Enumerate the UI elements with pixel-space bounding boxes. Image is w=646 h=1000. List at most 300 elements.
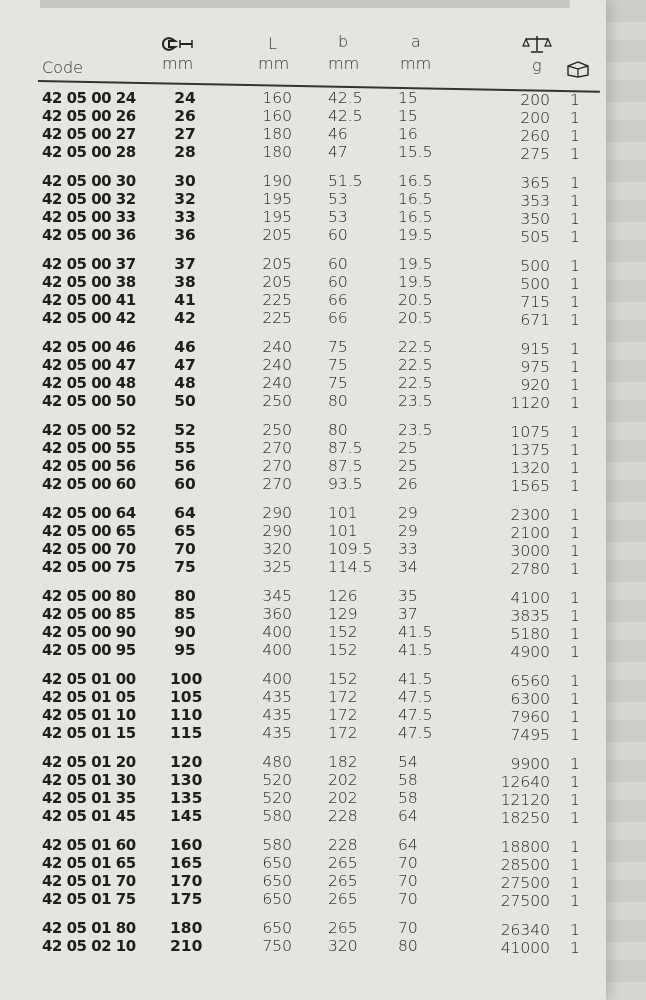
width-b: 53 bbox=[328, 190, 348, 208]
thickness-a: 19.5 bbox=[398, 273, 433, 291]
package-qty: 1 bbox=[570, 293, 580, 311]
header-size-unit: mm bbox=[162, 54, 194, 73]
weight-g: 505 bbox=[520, 228, 550, 246]
length-l: 400 bbox=[262, 641, 292, 659]
width-b: 75 bbox=[328, 374, 348, 392]
package-qty: 1 bbox=[570, 524, 580, 542]
width-b: 51.5 bbox=[328, 172, 363, 190]
table-row bbox=[0, 558, 606, 576]
width-b: 172 bbox=[328, 724, 358, 742]
weight-g: 27500 bbox=[500, 892, 550, 910]
package-qty: 1 bbox=[570, 228, 580, 246]
product-code: 42 05 01 20 bbox=[42, 753, 136, 771]
product-code: 42 05 00 26 bbox=[42, 107, 136, 125]
width-b: 265 bbox=[328, 919, 358, 937]
thickness-a: 41.5 bbox=[398, 670, 433, 688]
weight-g: 353 bbox=[520, 192, 550, 210]
length-l: 270 bbox=[262, 439, 292, 457]
product-code: 42 05 00 56 bbox=[42, 457, 136, 475]
wrench-size: 60 bbox=[174, 475, 196, 493]
length-l: 435 bbox=[262, 724, 292, 742]
product-code: 42 05 01 60 bbox=[42, 836, 136, 854]
package-qty: 1 bbox=[570, 358, 580, 376]
header-weight-unit: g bbox=[532, 56, 542, 75]
length-l: 400 bbox=[262, 670, 292, 688]
table-row bbox=[0, 356, 606, 374]
product-code: 42 05 00 30 bbox=[42, 172, 136, 190]
product-code: 42 05 01 65 bbox=[42, 854, 136, 872]
product-code: 42 05 01 80 bbox=[42, 919, 136, 937]
weight-g: 12120 bbox=[500, 791, 550, 809]
length-l: 400 bbox=[262, 623, 292, 641]
weight-g: 920 bbox=[520, 376, 550, 394]
product-code: 42 05 01 75 bbox=[42, 890, 136, 908]
wrench-size: 65 bbox=[174, 522, 196, 540]
length-l: 180 bbox=[262, 125, 292, 143]
package-qty: 1 bbox=[570, 625, 580, 643]
table-row bbox=[0, 641, 606, 659]
thickness-a: 47.5 bbox=[398, 706, 433, 724]
weight-g: 28500 bbox=[500, 856, 550, 874]
thickness-a: 15 bbox=[398, 107, 418, 125]
length-l: 250 bbox=[262, 421, 292, 439]
wrench-size-icon bbox=[160, 36, 194, 52]
product-code: 42 05 01 00 bbox=[42, 670, 136, 688]
package-qty: 1 bbox=[570, 607, 580, 625]
length-l: 205 bbox=[262, 226, 292, 244]
table-row bbox=[0, 522, 606, 540]
weight-g: 200 bbox=[520, 109, 550, 127]
header-b-unit: mm bbox=[328, 54, 360, 73]
width-b: 182 bbox=[328, 753, 358, 771]
wrench-size: 135 bbox=[170, 789, 203, 807]
table-row bbox=[0, 255, 606, 273]
thickness-a: 15 bbox=[398, 89, 418, 107]
header-l-unit: mm bbox=[258, 54, 290, 73]
thickness-a: 23.5 bbox=[398, 392, 433, 410]
weight-g: 3000 bbox=[510, 542, 550, 560]
thickness-a: 15.5 bbox=[398, 143, 433, 161]
length-l: 240 bbox=[262, 356, 292, 374]
package-qty: 1 bbox=[570, 542, 580, 560]
table-row bbox=[0, 789, 606, 807]
length-l: 205 bbox=[262, 273, 292, 291]
thickness-a: 70 bbox=[398, 872, 418, 890]
table-row bbox=[0, 338, 606, 356]
product-code: 42 05 00 41 bbox=[42, 291, 136, 309]
thickness-a: 58 bbox=[398, 771, 418, 789]
width-b: 265 bbox=[328, 890, 358, 908]
package-qty: 1 bbox=[570, 939, 580, 957]
weight-g: 500 bbox=[520, 275, 550, 293]
table-row bbox=[0, 504, 606, 522]
weight-g: 2300 bbox=[510, 506, 550, 524]
length-l: 650 bbox=[262, 854, 292, 872]
width-b: 66 bbox=[328, 291, 348, 309]
width-b: 42.5 bbox=[328, 89, 363, 107]
wrench-size: 64 bbox=[174, 504, 196, 522]
weight-g: 18800 bbox=[500, 838, 550, 856]
wrench-size: 50 bbox=[174, 392, 196, 410]
wrench-size: 145 bbox=[170, 807, 203, 825]
package-qty: 1 bbox=[570, 127, 580, 145]
table-row bbox=[0, 688, 606, 706]
wrench-size: 160 bbox=[170, 836, 203, 854]
table-row bbox=[0, 421, 606, 439]
width-b: 53 bbox=[328, 208, 348, 226]
wrench-size: 28 bbox=[174, 143, 196, 161]
header-a-unit: mm bbox=[400, 54, 432, 73]
product-code: 42 05 00 64 bbox=[42, 504, 136, 522]
length-l: 270 bbox=[262, 457, 292, 475]
table-row bbox=[0, 605, 606, 623]
package-qty: 1 bbox=[570, 145, 580, 163]
wrench-size: 33 bbox=[174, 208, 196, 226]
table-row bbox=[0, 919, 606, 937]
thickness-a: 70 bbox=[398, 854, 418, 872]
package-qty: 1 bbox=[570, 257, 580, 275]
product-code: 42 05 01 45 bbox=[42, 807, 136, 825]
product-code: 42 05 00 95 bbox=[42, 641, 136, 659]
wrench-size: 210 bbox=[170, 937, 203, 955]
product-code: 42 05 00 70 bbox=[42, 540, 136, 558]
product-code: 42 05 00 55 bbox=[42, 439, 136, 457]
package-qty: 1 bbox=[570, 91, 580, 109]
table-row bbox=[0, 836, 606, 854]
length-l: 580 bbox=[262, 807, 292, 825]
scale-icon bbox=[522, 34, 552, 54]
weight-g: 4900 bbox=[510, 643, 550, 661]
width-b: 152 bbox=[328, 623, 358, 641]
width-b: 320 bbox=[328, 937, 358, 955]
weight-g: 1565 bbox=[510, 477, 550, 495]
thickness-a: 26 bbox=[398, 475, 418, 493]
thickness-a: 64 bbox=[398, 836, 418, 854]
product-code: 42 05 00 24 bbox=[42, 89, 136, 107]
thickness-a: 70 bbox=[398, 919, 418, 937]
width-b: 172 bbox=[328, 706, 358, 724]
length-l: 650 bbox=[262, 890, 292, 908]
header-code: Code bbox=[42, 58, 83, 77]
table-row bbox=[0, 937, 606, 955]
length-l: 290 bbox=[262, 522, 292, 540]
weight-g: 18250 bbox=[500, 809, 550, 827]
table-row bbox=[0, 374, 606, 392]
product-code: 42 05 00 80 bbox=[42, 587, 136, 605]
header-b-label: b bbox=[338, 32, 349, 51]
wrench-size: 95 bbox=[174, 641, 196, 659]
length-l: 520 bbox=[262, 771, 292, 789]
width-b: 152 bbox=[328, 641, 358, 659]
thickness-a: 70 bbox=[398, 890, 418, 908]
wrench-size: 52 bbox=[174, 421, 196, 439]
package-qty: 1 bbox=[570, 856, 580, 874]
weight-g: 1320 bbox=[510, 459, 550, 477]
thickness-a: 80 bbox=[398, 937, 418, 955]
weight-g: 671 bbox=[520, 311, 550, 329]
wrench-size: 37 bbox=[174, 255, 196, 273]
table-header bbox=[0, 0, 606, 90]
wrench-size: 100 bbox=[170, 670, 203, 688]
table-row bbox=[0, 125, 606, 143]
package-qty: 1 bbox=[570, 809, 580, 827]
table-row bbox=[0, 107, 606, 125]
width-b: 152 bbox=[328, 670, 358, 688]
length-l: 195 bbox=[262, 208, 292, 226]
thickness-a: 16.5 bbox=[398, 172, 433, 190]
weight-g: 26340 bbox=[500, 921, 550, 939]
product-code: 42 05 01 30 bbox=[42, 771, 136, 789]
thickness-a: 64 bbox=[398, 807, 418, 825]
package-qty: 1 bbox=[570, 459, 580, 477]
weight-g: 2100 bbox=[510, 524, 550, 542]
package-qty: 1 bbox=[570, 311, 580, 329]
package-qty: 1 bbox=[570, 506, 580, 524]
wrench-size: 32 bbox=[174, 190, 196, 208]
package-qty: 1 bbox=[570, 726, 580, 744]
weight-g: 3835 bbox=[510, 607, 550, 625]
width-b: 87.5 bbox=[328, 439, 363, 457]
weight-g: 6560 bbox=[510, 672, 550, 690]
weight-g: 6300 bbox=[510, 690, 550, 708]
table-row bbox=[0, 706, 606, 724]
thickness-a: 35 bbox=[398, 587, 418, 605]
weight-g: 1075 bbox=[510, 423, 550, 441]
weight-g: 27500 bbox=[500, 874, 550, 892]
table-row bbox=[0, 771, 606, 789]
product-code: 42 05 00 38 bbox=[42, 273, 136, 291]
package-qty: 1 bbox=[570, 210, 580, 228]
table-row bbox=[0, 143, 606, 161]
wrench-size: 180 bbox=[170, 919, 203, 937]
weight-g: 260 bbox=[520, 127, 550, 145]
wrench-size: 41 bbox=[174, 291, 196, 309]
package-qty: 1 bbox=[570, 441, 580, 459]
package-qty: 1 bbox=[570, 192, 580, 210]
package-qty: 1 bbox=[570, 921, 580, 939]
thickness-a: 22.5 bbox=[398, 356, 433, 374]
wrench-size: 47 bbox=[174, 356, 196, 374]
table-row bbox=[0, 457, 606, 475]
wrench-size: 27 bbox=[174, 125, 196, 143]
thickness-a: 19.5 bbox=[398, 255, 433, 273]
length-l: 345 bbox=[262, 587, 292, 605]
weight-g: 7960 bbox=[510, 708, 550, 726]
table-row bbox=[0, 273, 606, 291]
thickness-a: 16 bbox=[398, 125, 418, 143]
width-b: 265 bbox=[328, 872, 358, 890]
wrench-size: 175 bbox=[170, 890, 203, 908]
length-l: 290 bbox=[262, 504, 292, 522]
product-code: 42 05 00 50 bbox=[42, 392, 136, 410]
product-code: 42 05 00 52 bbox=[42, 421, 136, 439]
wrench-size: 46 bbox=[174, 338, 196, 356]
wrench-size: 90 bbox=[174, 623, 196, 641]
package-qty: 1 bbox=[570, 892, 580, 910]
wrench-size: 38 bbox=[174, 273, 196, 291]
thickness-a: 37 bbox=[398, 605, 418, 623]
product-code: 42 05 00 48 bbox=[42, 374, 136, 392]
wrench-size: 26 bbox=[174, 107, 196, 125]
width-b: 126 bbox=[328, 587, 358, 605]
weight-g: 1120 bbox=[510, 394, 550, 412]
weight-g: 915 bbox=[520, 340, 550, 358]
length-l: 160 bbox=[262, 89, 292, 107]
wrench-size: 130 bbox=[170, 771, 203, 789]
package-qty: 1 bbox=[570, 755, 580, 773]
package-qty: 1 bbox=[570, 690, 580, 708]
weight-g: 1375 bbox=[510, 441, 550, 459]
product-code: 42 05 00 47 bbox=[42, 356, 136, 374]
length-l: 270 bbox=[262, 475, 292, 493]
wrench-size: 80 bbox=[174, 587, 196, 605]
length-l: 205 bbox=[262, 255, 292, 273]
thickness-a: 41.5 bbox=[398, 641, 433, 659]
wrench-size: 85 bbox=[174, 605, 196, 623]
weight-g: 9900 bbox=[510, 755, 550, 773]
length-l: 480 bbox=[262, 753, 292, 771]
table-row bbox=[0, 172, 606, 190]
width-b: 172 bbox=[328, 688, 358, 706]
header-a-label: a bbox=[411, 32, 421, 51]
table-row bbox=[0, 670, 606, 688]
thickness-a: 16.5 bbox=[398, 190, 433, 208]
wrench-size: 30 bbox=[174, 172, 196, 190]
width-b: 80 bbox=[328, 392, 348, 410]
table-row bbox=[0, 439, 606, 457]
table-row bbox=[0, 724, 606, 742]
width-b: 101 bbox=[328, 504, 358, 522]
length-l: 180 bbox=[262, 143, 292, 161]
package-qty: 1 bbox=[570, 275, 580, 293]
length-l: 650 bbox=[262, 872, 292, 890]
product-code: 42 05 00 42 bbox=[42, 309, 136, 327]
package-qty: 1 bbox=[570, 376, 580, 394]
table-row bbox=[0, 190, 606, 208]
length-l: 240 bbox=[262, 374, 292, 392]
wrench-size: 120 bbox=[170, 753, 203, 771]
thickness-a: 47.5 bbox=[398, 688, 433, 706]
product-code: 42 05 00 46 bbox=[42, 338, 136, 356]
thickness-a: 25 bbox=[398, 439, 418, 457]
package-qty: 1 bbox=[570, 672, 580, 690]
thickness-a: 34 bbox=[398, 558, 418, 576]
table-row bbox=[0, 226, 606, 244]
width-b: 60 bbox=[328, 226, 348, 244]
thickness-a: 41.5 bbox=[398, 623, 433, 641]
length-l: 160 bbox=[262, 107, 292, 125]
length-l: 435 bbox=[262, 688, 292, 706]
thickness-a: 33 bbox=[398, 540, 418, 558]
table-row bbox=[0, 587, 606, 605]
width-b: 60 bbox=[328, 273, 348, 291]
table-row bbox=[0, 309, 606, 327]
table-row bbox=[0, 890, 606, 908]
wrench-size: 56 bbox=[174, 457, 196, 475]
thickness-a: 22.5 bbox=[398, 374, 433, 392]
product-code: 42 05 00 37 bbox=[42, 255, 136, 273]
table-row bbox=[0, 854, 606, 872]
thickness-a: 29 bbox=[398, 522, 418, 540]
weight-g: 4100 bbox=[510, 589, 550, 607]
width-b: 42.5 bbox=[328, 107, 363, 125]
length-l: 225 bbox=[262, 291, 292, 309]
width-b: 129 bbox=[328, 605, 358, 623]
thickness-a: 19.5 bbox=[398, 226, 433, 244]
table-row bbox=[0, 623, 606, 641]
wrench-size: 36 bbox=[174, 226, 196, 244]
package-qty: 1 bbox=[570, 791, 580, 809]
width-b: 114.5 bbox=[328, 558, 373, 576]
thickness-a: 47.5 bbox=[398, 724, 433, 742]
length-l: 360 bbox=[262, 605, 292, 623]
weight-g: 2780 bbox=[510, 560, 550, 578]
wrench-size: 75 bbox=[174, 558, 196, 576]
length-l: 520 bbox=[262, 789, 292, 807]
table-row bbox=[0, 807, 606, 825]
header-l-label: L bbox=[268, 34, 277, 53]
length-l: 240 bbox=[262, 338, 292, 356]
table-row bbox=[0, 540, 606, 558]
product-code: 42 05 00 90 bbox=[42, 623, 136, 641]
width-b: 80 bbox=[328, 421, 348, 439]
width-b: 101 bbox=[328, 522, 358, 540]
thickness-a: 23.5 bbox=[398, 421, 433, 439]
weight-g: 365 bbox=[520, 174, 550, 192]
length-l: 580 bbox=[262, 836, 292, 854]
width-b: 265 bbox=[328, 854, 358, 872]
wrench-size: 70 bbox=[174, 540, 196, 558]
weight-g: 5180 bbox=[510, 625, 550, 643]
package-qty: 1 bbox=[570, 560, 580, 578]
package-qty: 1 bbox=[570, 109, 580, 127]
product-code: 42 05 01 15 bbox=[42, 724, 136, 742]
length-l: 225 bbox=[262, 309, 292, 327]
wrench-size: 42 bbox=[174, 309, 196, 327]
thickness-a: 22.5 bbox=[398, 338, 433, 356]
package-qty: 1 bbox=[570, 708, 580, 726]
weight-g: 975 bbox=[520, 358, 550, 376]
width-b: 228 bbox=[328, 836, 358, 854]
table-row bbox=[0, 872, 606, 890]
wrench-size: 105 bbox=[170, 688, 203, 706]
product-code: 42 05 00 32 bbox=[42, 190, 136, 208]
package-qty: 1 bbox=[570, 773, 580, 791]
product-code: 42 05 00 36 bbox=[42, 226, 136, 244]
wrench-size: 110 bbox=[170, 706, 203, 724]
width-b: 202 bbox=[328, 789, 358, 807]
package-qty: 1 bbox=[570, 589, 580, 607]
package-qty: 1 bbox=[570, 838, 580, 856]
width-b: 228 bbox=[328, 807, 358, 825]
package-qty: 1 bbox=[570, 174, 580, 192]
width-b: 75 bbox=[328, 356, 348, 374]
table-row bbox=[0, 392, 606, 410]
thickness-a: 20.5 bbox=[398, 291, 433, 309]
wrench-size: 55 bbox=[174, 439, 196, 457]
product-code: 42 05 00 28 bbox=[42, 143, 136, 161]
package-qty: 1 bbox=[570, 477, 580, 495]
wrench-size: 24 bbox=[174, 89, 196, 107]
package-qty: 1 bbox=[570, 643, 580, 661]
thickness-a: 58 bbox=[398, 789, 418, 807]
thickness-a: 29 bbox=[398, 504, 418, 522]
package-qty: 1 bbox=[570, 423, 580, 441]
package-qty: 1 bbox=[570, 340, 580, 358]
length-l: 250 bbox=[262, 392, 292, 410]
package-qty: 1 bbox=[570, 874, 580, 892]
thickness-a: 20.5 bbox=[398, 309, 433, 327]
